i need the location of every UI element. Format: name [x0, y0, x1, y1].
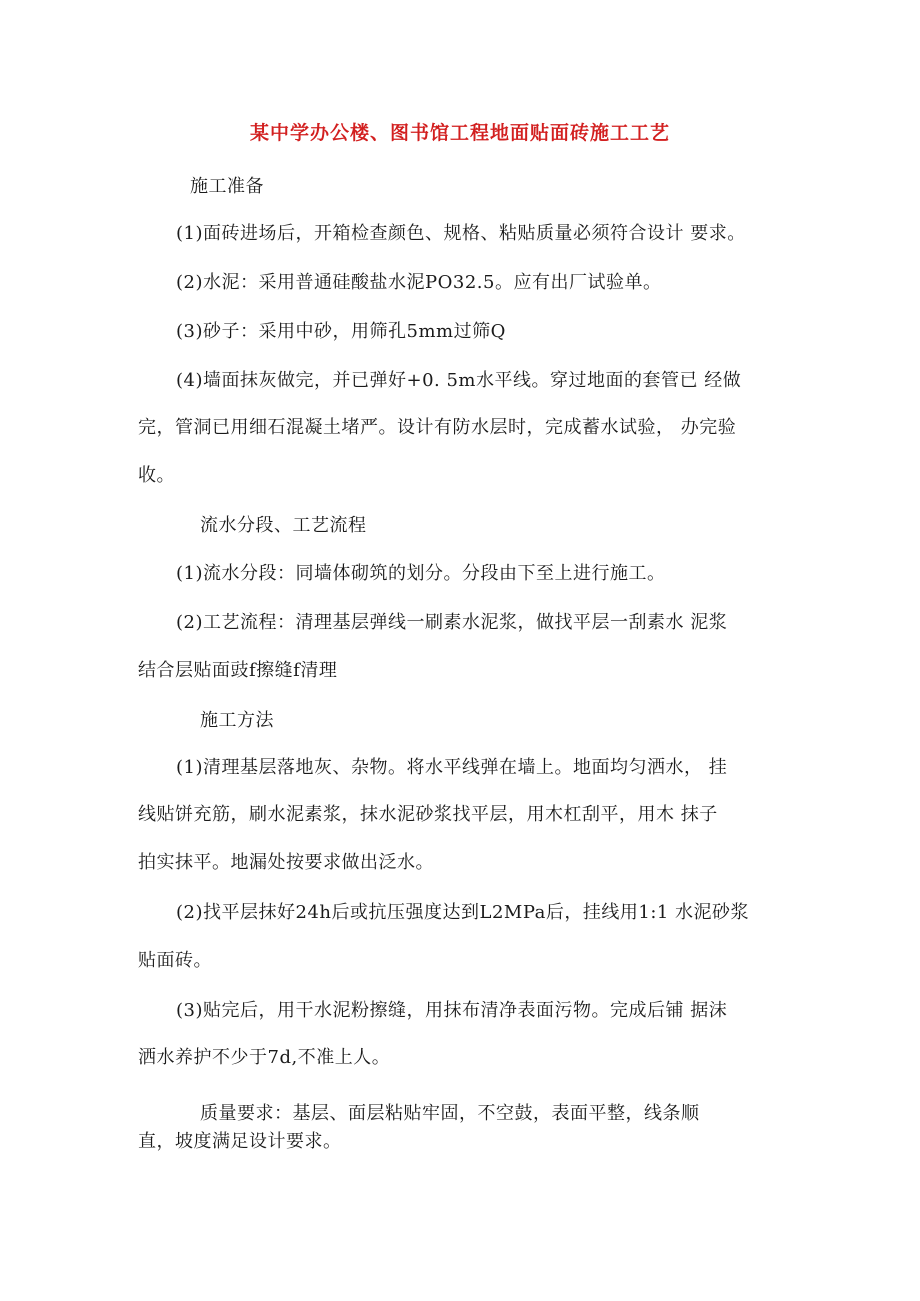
paragraph-line: (2)找平层抹好24h后或抗压强度达到L2MPa后，挂线用1:1 水泥砂浆 [176, 902, 750, 923]
section-heading-prep: 施工准备 [190, 176, 264, 197]
document-title: 某中学办公楼、图书馆工程地面贴面砖施工工艺 [249, 122, 670, 144]
paragraph-line: 拍实抹平。地漏处按要求做出泛水。 [138, 852, 434, 873]
paragraph-line: (3)贴完后，用干水泥粉擦缝，用抹布清净表面污物。完成后铺 据沫 [176, 1000, 728, 1021]
paragraph-line: 贴面砖。 [138, 950, 212, 971]
paragraph-line: 收。 [138, 465, 175, 486]
paragraph-line: 完，管洞已用细石混凝土堵严。设计有防水层时，完成蓄水试验， 办完验 [138, 417, 737, 438]
paragraph-line: (1)流水分段：同墙体砌筑的划分。分段由下至上进行施工。 [176, 563, 666, 584]
paragraph-line: 线贴饼充筋，刷水泥素浆，抹水泥砂浆找平层，用木杠刮平，用木 抹子 [138, 804, 718, 825]
section-heading-method: 施工方法 [200, 710, 274, 731]
paragraph-line: 洒水养护不少于7d,不准上人。 [138, 1047, 391, 1068]
paragraph-line: 结合层贴面豉f擦缝f清理 [138, 660, 338, 681]
paragraph-line: (2)水泥：采用普通硅酸盐水泥PO32.5。应有出厂试验单。 [176, 272, 662, 293]
paragraph-line: (3)砂子：采用中砂，用筛孔5mm过筛Q [176, 321, 506, 342]
section-heading-flow: 流水分段、工艺流程 [200, 515, 367, 536]
paragraph-line: (1)清理基层落地灰、杂物。将水平线弹在墙上。地面均匀洒水， 挂 [176, 757, 728, 778]
quality-requirement-line: 质量要求：基层、面层粘贴牢固，不空鼓，表面平整，线条顺 [200, 1103, 700, 1124]
quality-requirement-line: 直，坡度满足设计要求。 [138, 1131, 342, 1152]
paragraph-line: (4)墙面抹灰做完，并已弹好+0. 5m水平线。穿过地面的套管已 经做 [176, 370, 742, 391]
paragraph-line: (2)工艺流程：清理基层弹线一刷素水泥浆，做找平层一刮素水 泥浆 [176, 612, 728, 633]
paragraph-line: (1)面砖进场后，开箱检查颜色、规格、粘贴质量必须符合设计 要求。 [176, 223, 746, 244]
